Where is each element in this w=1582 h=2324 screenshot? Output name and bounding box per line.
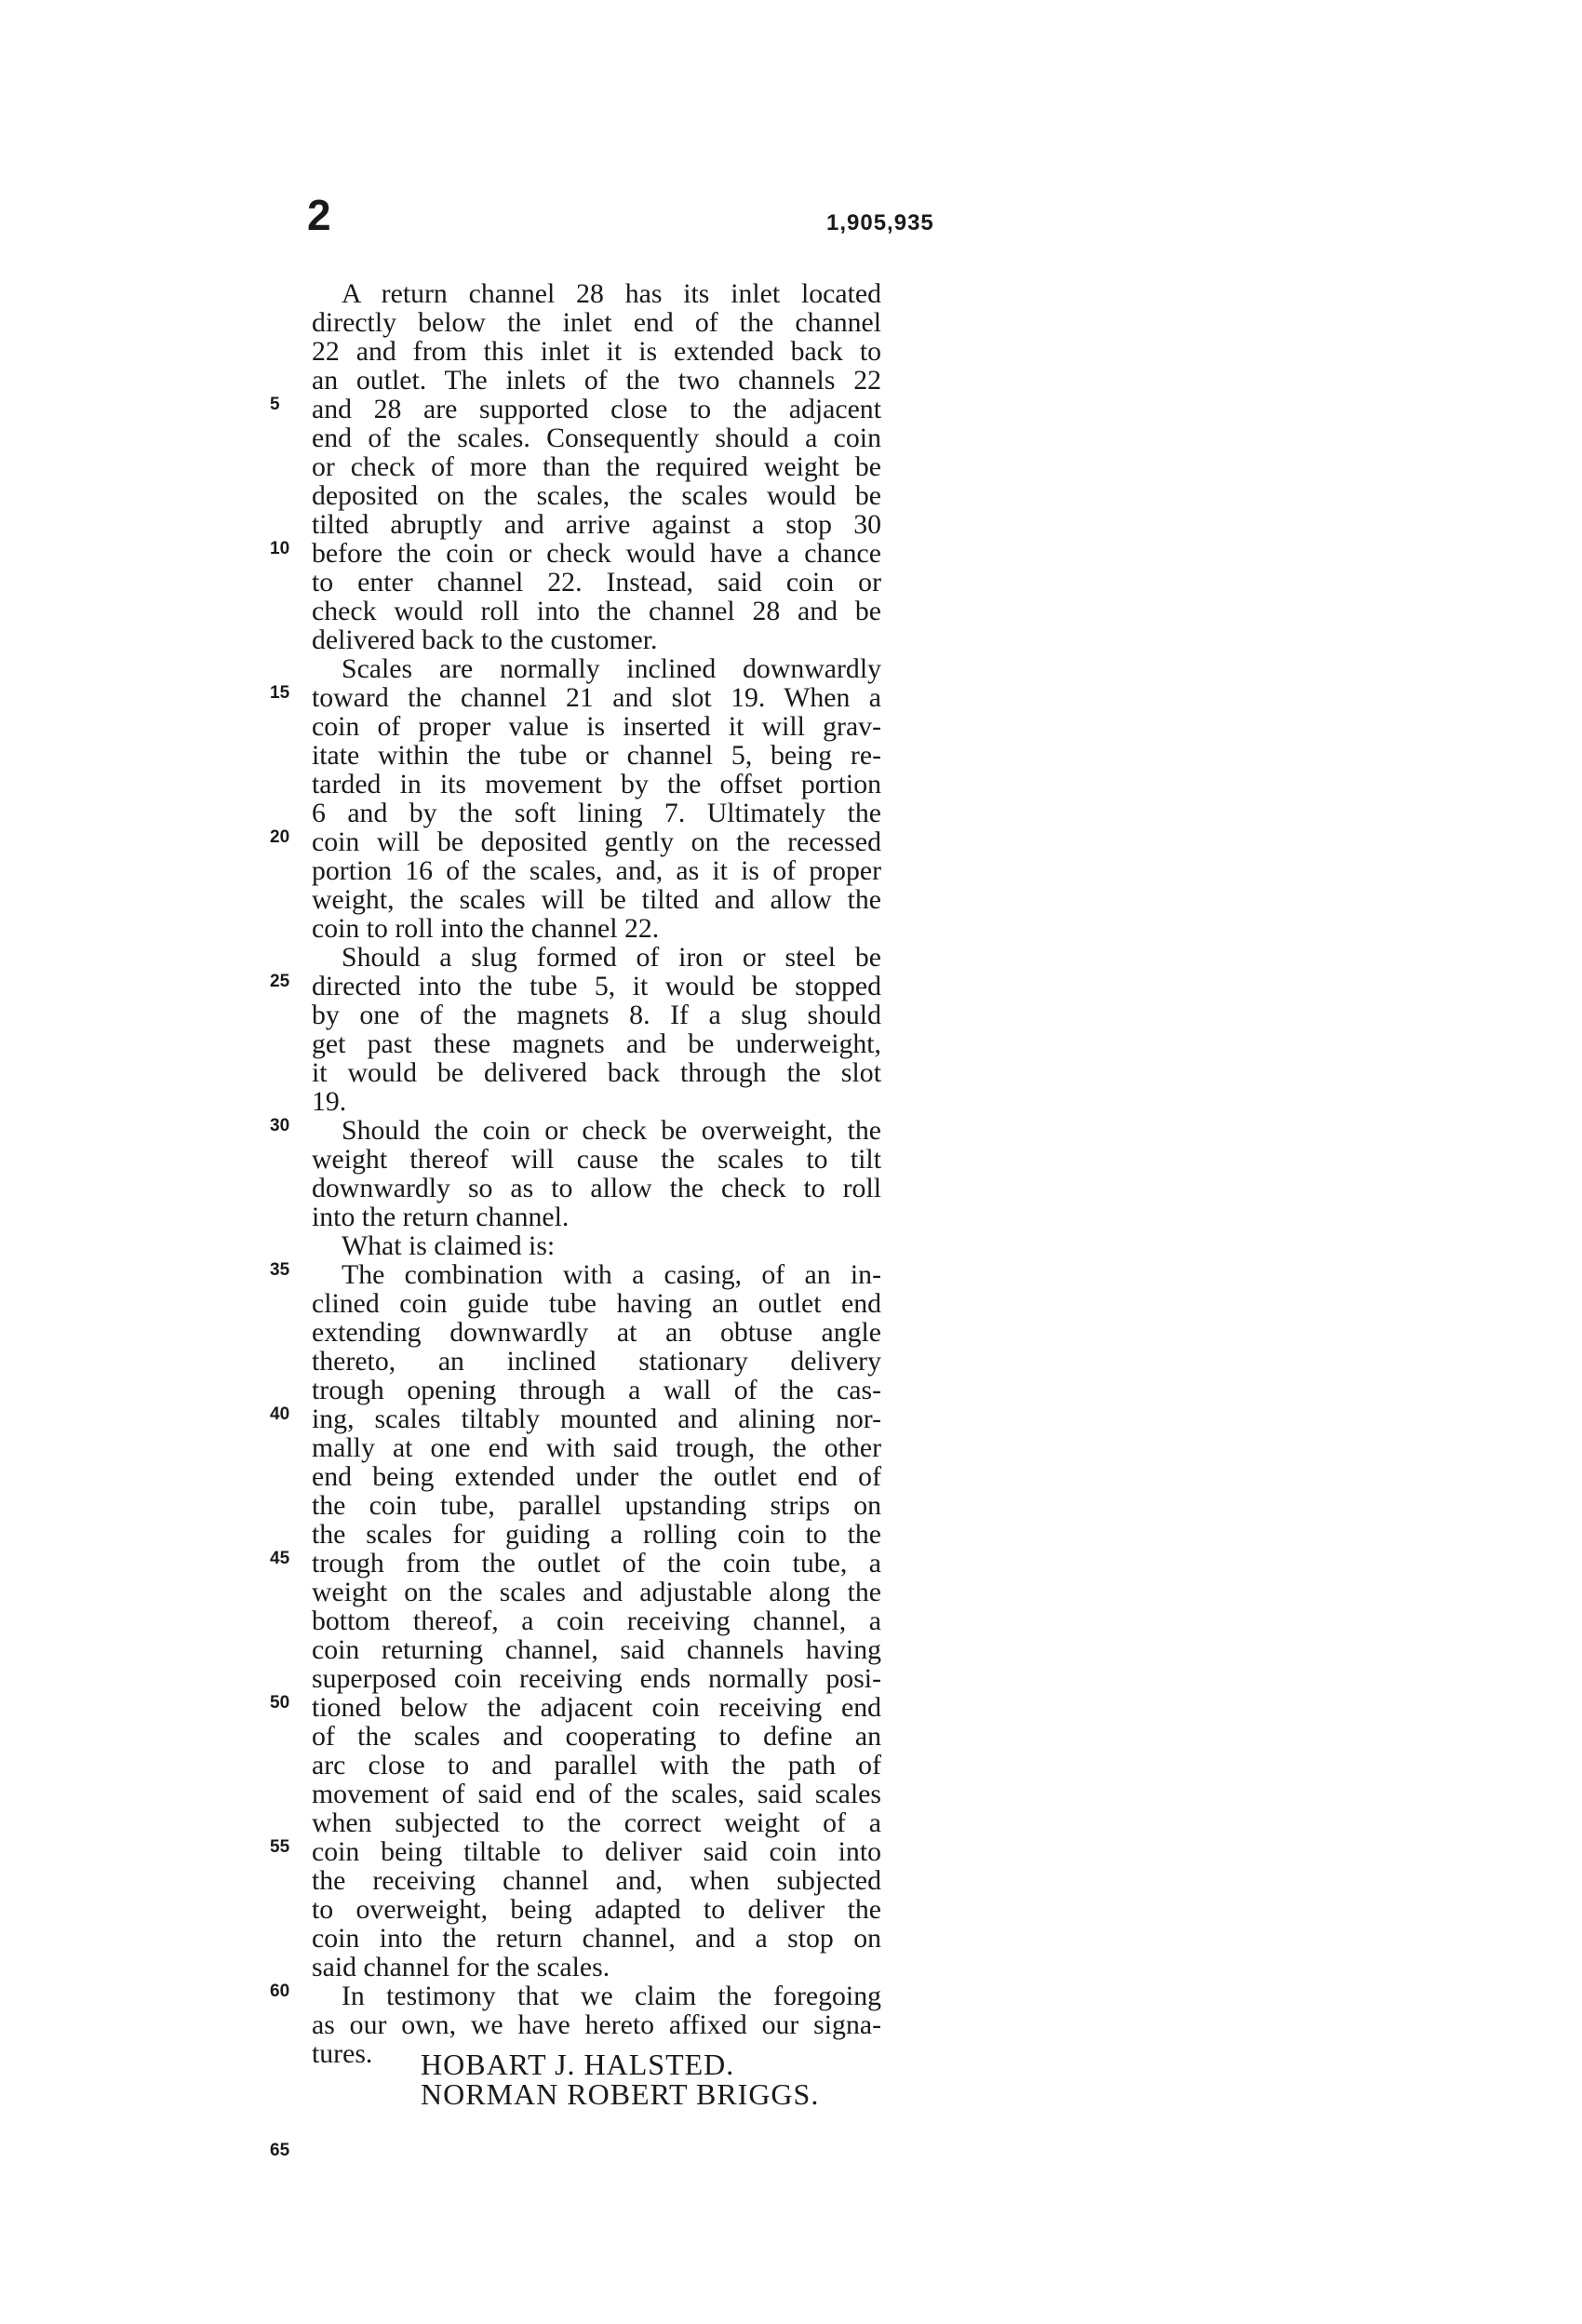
line-number: 50	[270, 1693, 290, 1713]
text-line: of the scales and cooperating to define an	[312, 1721, 881, 1752]
text-line: movement of said end of the scales, said scales	[312, 1779, 881, 1809]
line-number: 30	[270, 1116, 290, 1135]
text-line: coin returning channel, said channels having	[312, 1634, 881, 1665]
text-line: end being extended under the outlet end of	[312, 1461, 881, 1492]
paragraph	[312, 279, 881, 654]
line-number: 5	[270, 395, 280, 414]
text-line: In testimony that we claim the foregoing	[342, 1981, 881, 2011]
text-line: toward the channel 21 and slot 19. When a	[312, 682, 881, 713]
text-line: check would roll into the channel 28 and be	[312, 596, 881, 626]
text-line: weight thereof will cause the scales to tilt	[312, 1144, 881, 1175]
text-line: weight, the scales will be tilted and allow the	[312, 884, 881, 915]
text-line: as our own, we have hereto affixed our signa-	[312, 2009, 881, 2040]
text-line: arc close to and parallel with the path of	[312, 1750, 881, 1780]
text-line: coin will be deposited gently on the recessed	[312, 826, 881, 857]
text-line: 19.	[312, 1086, 347, 1117]
text-line: it would be delivered back through the slot	[312, 1057, 881, 1088]
text-line: to overweight, being adapted to deliver the	[312, 1894, 881, 1925]
line-number: 45	[270, 1549, 290, 1568]
line-number: 20	[270, 827, 290, 847]
line-number: 35	[270, 1260, 290, 1280]
text-line: Scales are normally inclined downwardly	[342, 653, 881, 684]
text-line: trough opening through a wall of the cas-	[312, 1375, 881, 1405]
text-line: delivered back to the customer.	[312, 625, 658, 655]
text-line: an outlet. The inlets of the two channels 22	[312, 365, 881, 396]
text-line: the receiving channel and, when subjected	[312, 1865, 881, 1896]
text-line: the scales for guiding a rolling coin to the	[312, 1519, 881, 1550]
text-line: A return channel 28 has its inlet located	[342, 278, 881, 309]
text-line: by one of the magnets 8. If a slug should	[312, 1000, 881, 1030]
paragraph	[312, 1231, 881, 1260]
text-line: portion 16 of the scales, and, as it is of proper	[312, 855, 881, 886]
signature-line: HOBART J. HALSTED.	[421, 2048, 735, 2081]
line-number: 15	[270, 683, 290, 703]
text-line: extending downwardly at an obtuse angle	[312, 1317, 881, 1348]
text-line: downwardly so as to allow the check to roll	[312, 1173, 881, 1203]
text-line: or check of more than the required weight be	[312, 451, 881, 482]
text-line: What is claimed is:	[342, 1230, 556, 1261]
paragraph	[312, 1260, 881, 1981]
text-line: and 28 are supported close to the adjacent	[312, 394, 881, 424]
text-line: tilted abruptly and arrive against a stop 30	[312, 509, 881, 540]
text-line: coin to roll into the channel 22.	[312, 913, 660, 944]
text-line: deposited on the scales, the scales would be	[312, 480, 881, 511]
text-line: tioned below the adjacent coin receiving end	[312, 1692, 881, 1723]
paragraph	[312, 943, 881, 1116]
text-line: thereto, an inclined stationary delivery	[312, 1346, 881, 1377]
text-line: said channel for the scales.	[312, 1952, 610, 1982]
signature-block	[421, 2049, 819, 2109]
text-line: coin of proper value is inserted it will grav-	[312, 711, 881, 742]
text-line: into the return channel.	[312, 1202, 570, 1232]
paragraph	[312, 654, 881, 943]
text-line: 22 and from this inlet it is extended back to	[312, 336, 881, 367]
signature-line: NORMAN ROBERT BRIGGS.	[421, 2077, 820, 2111]
line-number: 25	[270, 972, 290, 991]
page-number: 2	[307, 191, 331, 239]
text-line: Should a slug formed of iron or steel be	[342, 942, 881, 973]
text-line: when subjected to the correct weight of a	[312, 1807, 881, 1838]
text-line: ing, scales tiltably mounted and alining nor-	[312, 1404, 881, 1434]
body-text-column	[312, 279, 881, 2068]
text-line: get past these magnets and be underweight,	[312, 1028, 881, 1059]
text-line: itate within the tube or channel 5, being re-	[312, 740, 881, 771]
text-line: the coin tube, parallel upstanding strips on	[312, 1490, 881, 1521]
text-line: tures.	[312, 2038, 373, 2069]
text-line: 6 and by the soft lining 7. Ultimately the	[312, 798, 881, 828]
text-line: directed into the tube 5, it would be stopped	[312, 971, 881, 1001]
text-line: to enter channel 22. Instead, said coin or	[312, 567, 881, 598]
text-line: coin being tiltable to deliver said coin into	[312, 1836, 881, 1867]
text-line: trough from the outlet of the coin tube, a	[312, 1548, 881, 1578]
text-line: Should the coin or check be overweight, the	[342, 1115, 881, 1146]
text-line: coin into the return channel, and a stop on	[312, 1923, 881, 1954]
text-line: mally at one end with said trough, the other	[312, 1432, 881, 1463]
text-line: end of the scales. Consequently should a coin	[312, 423, 881, 453]
text-line: before the coin or check would have a chance	[312, 538, 881, 569]
text-line: The combination with a casing, of an in-	[342, 1259, 881, 1290]
text-line: bottom thereof, a coin receiving channel, a	[312, 1605, 881, 1636]
text-line: weight on the scales and adjustable along the	[312, 1577, 881, 1607]
line-number: 40	[270, 1404, 290, 1424]
text-line: directly below the inlet end of the channel	[312, 307, 881, 338]
text-line: tarded in its movement by the offset portion	[312, 769, 881, 799]
line-number: 60	[270, 1981, 290, 2001]
line-number: 55	[270, 1837, 290, 1857]
line-number: 65	[270, 2141, 290, 2160]
text-line: superposed coin receiving ends normally posi-	[312, 1663, 881, 1694]
patent-number: 1,905,935	[826, 210, 934, 235]
text-line: clined coin guide tube having an outlet end	[312, 1288, 881, 1319]
line-number: 10	[270, 539, 290, 558]
paragraph	[312, 1116, 881, 1231]
